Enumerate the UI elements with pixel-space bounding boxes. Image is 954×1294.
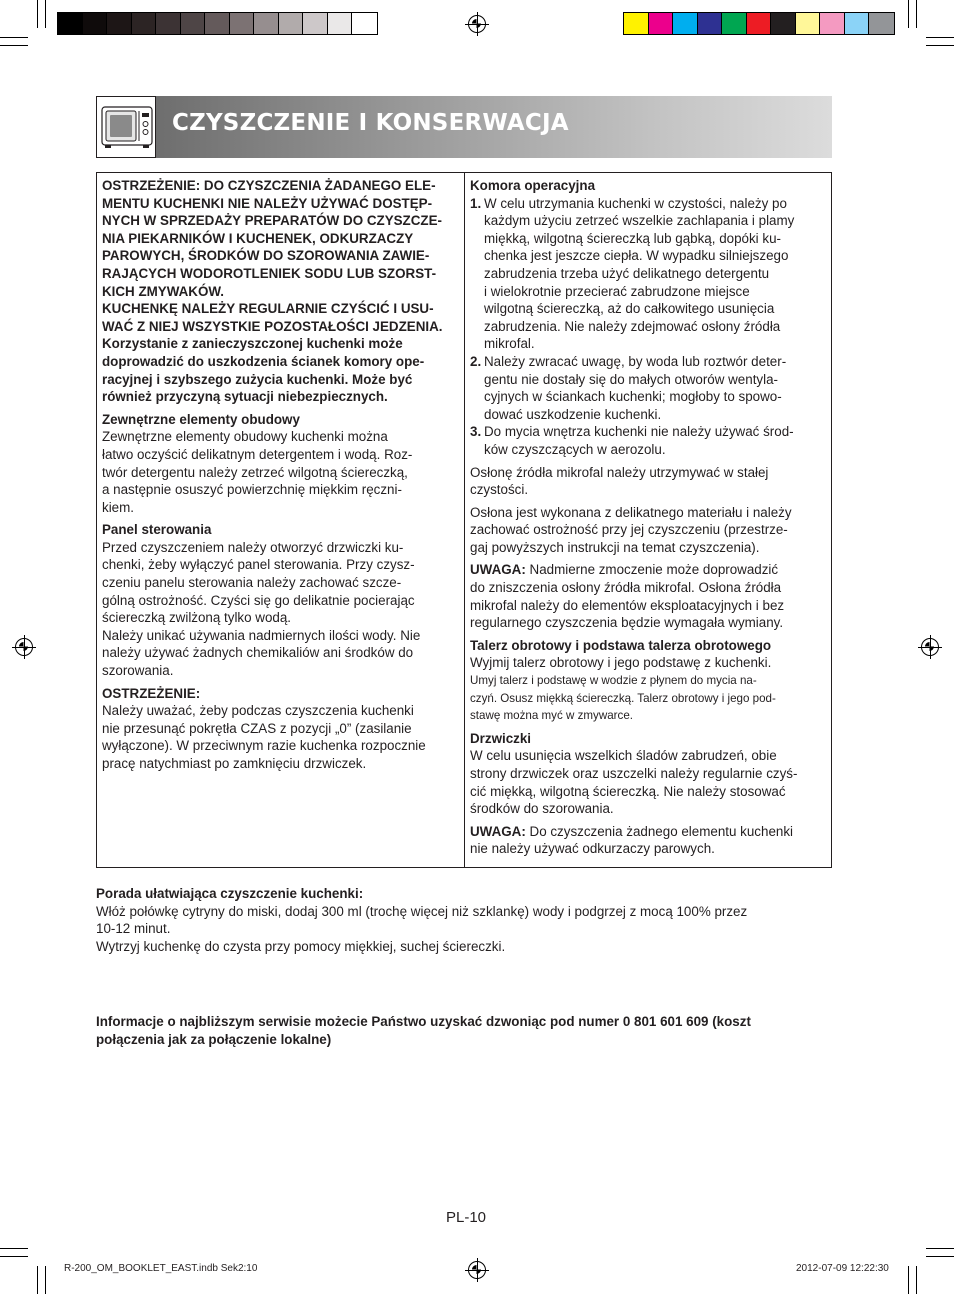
service-info	[96, 1013, 832, 1048]
text-line: W celu utrzymania kuchenki w czystości, należy po	[484, 195, 787, 211]
color-swatch	[698, 13, 723, 34]
color-swatch	[649, 13, 674, 34]
text-line: cyjnych w ściankach kuchenki; mogłoby to spowo-	[484, 389, 782, 405]
color-swatch	[820, 13, 845, 34]
crop-mark	[926, 45, 954, 46]
text-line: Osłona jest wykonana z delikatnego materiału i należy	[470, 504, 792, 520]
text-line: Korzystanie z zanieczyszczonej kuchenki może	[102, 336, 403, 352]
cleaning-instructions-table	[96, 172, 832, 868]
text-line: KICH ZMYWAKÓW.	[102, 283, 224, 299]
text-line: Zewnętrzne elementy obudowy kuchenki można	[102, 429, 388, 445]
crop-mark	[926, 1248, 954, 1249]
text-line: środków do szorowania.	[470, 801, 614, 817]
color-swatch	[83, 13, 108, 34]
text-line: czystości.	[470, 482, 529, 498]
door-heading: Drzwiczki	[470, 730, 532, 746]
color-swatch	[673, 13, 698, 34]
color-swatch	[279, 13, 304, 34]
text-line: Umyj talerz i podstawę w wodzie z płynem do mycia na-	[470, 674, 757, 688]
text-line: łatwo oczyścić delikatnym detergentem i wodą. Roz-	[102, 446, 413, 462]
registration-mark-icon	[468, 1261, 486, 1279]
color-swatch	[328, 13, 353, 34]
crop-mark	[0, 45, 28, 46]
page-title: CZYSZCZENIE I KONSERWACJA	[172, 110, 569, 136]
color-swatch	[181, 13, 206, 34]
crop-mark	[0, 1256, 28, 1257]
text-line: również przyczyną sytuacji niebezpiecznych.	[102, 389, 388, 405]
text-line: ków czyszczących w aerozolu.	[484, 441, 666, 457]
text-line: gólną ostrożność. Czyści się go delikatnie pocierając	[102, 592, 415, 608]
color-swatch	[156, 13, 181, 34]
text-line: wyłączone). W przeciwnym razie kuchenka rozpocznie	[102, 738, 426, 754]
text-line: chenki, żeby wyłączyć panel sterowania. Przy czysz-	[102, 557, 415, 573]
text-line: RAJĄCYCH WODOROTLENIEK SODU LUB SZORST-	[102, 265, 437, 281]
color-swatch	[624, 13, 649, 34]
text-line: PAROWYCH, ŚRODKÓW DO SZOROWANIA ZAWIE-	[102, 248, 430, 264]
registration-mark-icon	[921, 638, 939, 656]
text-line: doprowadzić do uszkodzenia ścianek komory ope-	[102, 353, 425, 369]
registration-mark-icon	[468, 15, 486, 33]
text-line: należy używać żadnych chemikaliów ani środków do	[102, 645, 414, 661]
note-label: UWAGA:	[470, 823, 526, 839]
text-line: dować uszkodzenie kuchenki.	[484, 406, 662, 422]
text-line: zabrudzenia. Nie należy zdejmować osłony źródła	[484, 318, 781, 334]
text-line: Nadmierne zmoczenie może doprowadzić	[525, 562, 779, 578]
cover-material-paragraph	[470, 504, 827, 557]
text-line: strony drzwiczek oraz uszczelki należy regularnie czyś-	[470, 766, 798, 781]
color-swatch-strip	[623, 12, 895, 35]
crop-mark	[916, 1266, 917, 1294]
text-line: kiem.	[102, 499, 134, 515]
left-column	[102, 177, 459, 773]
text-line: Przed czyszczeniem należy otworzyć drzwiczki ku-	[102, 539, 404, 555]
crop-mark	[0, 1248, 28, 1249]
crop-mark	[926, 1256, 954, 1257]
color-swatch	[352, 13, 377, 34]
page-number: PL-10	[446, 1209, 487, 1226]
color-swatch	[869, 13, 894, 34]
footer-filename: R-200_OM_BOOKLET_EAST.indb Sek2:10	[64, 1263, 258, 1274]
text-line: mikrofal należy do elementów eksploatacyjnych i bez	[470, 597, 785, 613]
text-line: Należy zwracać uwagę, by woda lub roztwór deter-	[484, 353, 787, 369]
crop-mark	[926, 37, 954, 38]
text-line: nie przesunąć pokrętła CZAS z pozycji „0” (zasilanie	[102, 720, 412, 736]
text-line: zabrudzenia trzeba użyć delikatnego detergentu	[484, 265, 770, 281]
text-line: Do czyszczenia żadnego elementu kuchenki	[525, 823, 794, 839]
section-header	[96, 96, 832, 158]
text-line: Wytrzyj kuchenkę do czysta przy pomocy miękkiej, suchej ściereczki.	[96, 938, 506, 954]
list-item	[470, 423, 827, 458]
color-swatch	[796, 13, 821, 34]
right-column	[470, 177, 827, 858]
text-line: Do mycia wnętrza kuchenki nie należy używać środ-	[484, 424, 794, 440]
text-line: stawę można myć w zmywarce.	[470, 709, 633, 723]
list-item	[470, 353, 827, 423]
text-line: a następnie osuszyć powierzchnię miękkim ręczni-	[102, 482, 402, 498]
microwave-icon	[96, 96, 156, 158]
color-swatch	[747, 13, 772, 34]
registration-mark-icon	[15, 638, 33, 656]
text-line: każdym użyciu zetrzeć wszelkie zachlapania i plamy	[484, 213, 795, 229]
text-line: cić miękką, wilgotną ściereczką. Nie należy stosować	[470, 783, 786, 799]
text-line: wilgotną ściereczką, aż do całkowitego usunięcia	[484, 301, 775, 317]
cover-paragraph	[470, 464, 827, 499]
color-swatch	[303, 13, 328, 34]
text-line: szorowania.	[102, 663, 174, 679]
text-line: czeniu panelu sterowania należy zachować szcze-	[102, 575, 402, 591]
color-swatch	[230, 13, 255, 34]
turntable-heading: Talerz obrotowy i podstawa talerza obrotowego	[470, 637, 772, 653]
crop-mark	[45, 1266, 46, 1294]
cavity-heading: Komora operacyjna	[470, 178, 596, 193]
text-line: OSTRZEŻENIE: DO CZYSZCZENIA ŻADANEGO ELE-	[102, 178, 436, 193]
color-swatch	[254, 13, 279, 34]
crop-mark	[0, 37, 28, 38]
note-paragraph	[470, 561, 827, 631]
text-line: gaj powyższych instrukcji na temat czyszczenia).	[470, 539, 760, 555]
text-line: nie należy używać odkurzaczy parowych.	[470, 841, 715, 857]
list-number: 2.	[470, 353, 482, 369]
grayscale-swatch-strip	[57, 12, 378, 35]
crop-mark	[45, 0, 46, 28]
control-panel-heading: Panel sterowania	[102, 522, 212, 538]
text-line: racyjnej i szybszego zużycia kuchenki. Może być	[102, 371, 413, 387]
text-line: połączenia jak za połączenie lokalne)	[96, 1031, 332, 1047]
text-line: Wyjmij talerz obrotowy i jego podstawę z kuchenki.	[470, 655, 772, 671]
warning-block	[102, 177, 459, 406]
text-line: WAĆ Z NIEJ WSZYSTKIE POZOSTAŁOŚCI JEDZENIA.	[102, 318, 443, 334]
text-line: czyń. Osusz miękką ściereczką. Talerz obrotowy i jego pod-	[470, 691, 776, 705]
color-swatch	[205, 13, 230, 34]
text-line: miękką, wilgotną ściereczką lub gąbką, dopóki ku-	[484, 230, 781, 246]
text-line: regularnego czyszczenia będzie wymagała wymiany.	[470, 615, 784, 631]
color-swatch	[771, 13, 796, 34]
text-line: Należy uważać, żeby podczas czyszczenia kuchenki	[102, 703, 414, 719]
crop-mark	[37, 0, 38, 28]
text-line: Informacje o najbliższym serwisie możecie Państwo uzyskać dzwoniąc pod numer 0 801 601 609 (koszt	[96, 1014, 751, 1029]
text-line: Osłonę źródła mikrofal należy utrzymywać w stałej	[470, 464, 769, 480]
color-swatch	[722, 13, 747, 34]
text-line: chenka jest jeszcze ciepła. W wypadku silniejszego	[484, 248, 789, 264]
exterior-heading: Zewnętrzne elementy obudowy	[102, 411, 300, 427]
text-line: Należy unikać używania nadmiernych ilości wody. Nie	[102, 627, 421, 643]
list-number: 3.	[470, 424, 482, 440]
cleaning-tip	[96, 885, 832, 955]
text-line: W celu usunięcia wszelkich śladów zabrudzeń, obie	[470, 748, 777, 764]
color-swatch	[58, 13, 83, 34]
text-line: NIA PIEKARNIKÓW I KUCHENEK, ODKURZACZY	[102, 230, 414, 246]
text-line: 10-12 minut.	[96, 921, 171, 937]
text-line: mikrofal.	[484, 336, 535, 352]
text-line: zachować ostrożność przy jej czyszczeniu (przestrze-	[470, 522, 788, 538]
column-divider	[464, 173, 465, 867]
footer-timestamp: 2012-07-09 12:22:30	[796, 1263, 889, 1274]
list-number: 1.	[470, 195, 482, 211]
text-line: ściereczką zwilżoną tylko wodą.	[102, 610, 292, 626]
text-line: Włóż połówkę cytryny do miski, dodaj 300 ml (trochę więcej niż szklankę) wody i podgrzej z mocą 100% przez	[96, 903, 748, 919]
caution-heading: OSTRZEŻENIE:	[102, 685, 201, 701]
text-line: do zniszczenia osłony źródła mikrofal. Osłona źródła	[470, 580, 782, 596]
text-line: MENTU KUCHENKI NIE NALEŻY UŻYWAĆ DOSTĘP-	[102, 195, 433, 211]
text-line: i wielokrotnie przecierać zabrudzone miejsce	[484, 283, 750, 299]
text-line: KUCHENKĘ NALEŻY REGULARNIE CZYŚCIĆ I USU-	[102, 301, 434, 317]
note-label: UWAGA:	[470, 562, 526, 578]
color-swatch	[132, 13, 157, 34]
tip-heading: Porada ułatwiająca czyszczenie kuchenki:	[96, 886, 364, 901]
text-line: pracę natychmiast po zamknięciu drzwiczek.	[102, 756, 367, 771]
crop-mark	[916, 0, 917, 28]
list-item	[470, 195, 827, 353]
note-paragraph	[470, 823, 827, 858]
color-swatch	[845, 13, 870, 34]
text-line: gentu nie dostały się do małych otworów wentyla-	[484, 371, 778, 387]
text-line: twór detergentu należy zetrzeć wilgotną ściereczką,	[102, 464, 408, 480]
crop-mark	[908, 0, 909, 28]
crop-mark	[908, 1266, 909, 1294]
crop-mark	[37, 1266, 38, 1294]
text-line: NYCH W SPRZEDAŻY PREPARATÓW DO CZYSZCZE-	[102, 213, 442, 229]
color-swatch	[107, 13, 132, 34]
